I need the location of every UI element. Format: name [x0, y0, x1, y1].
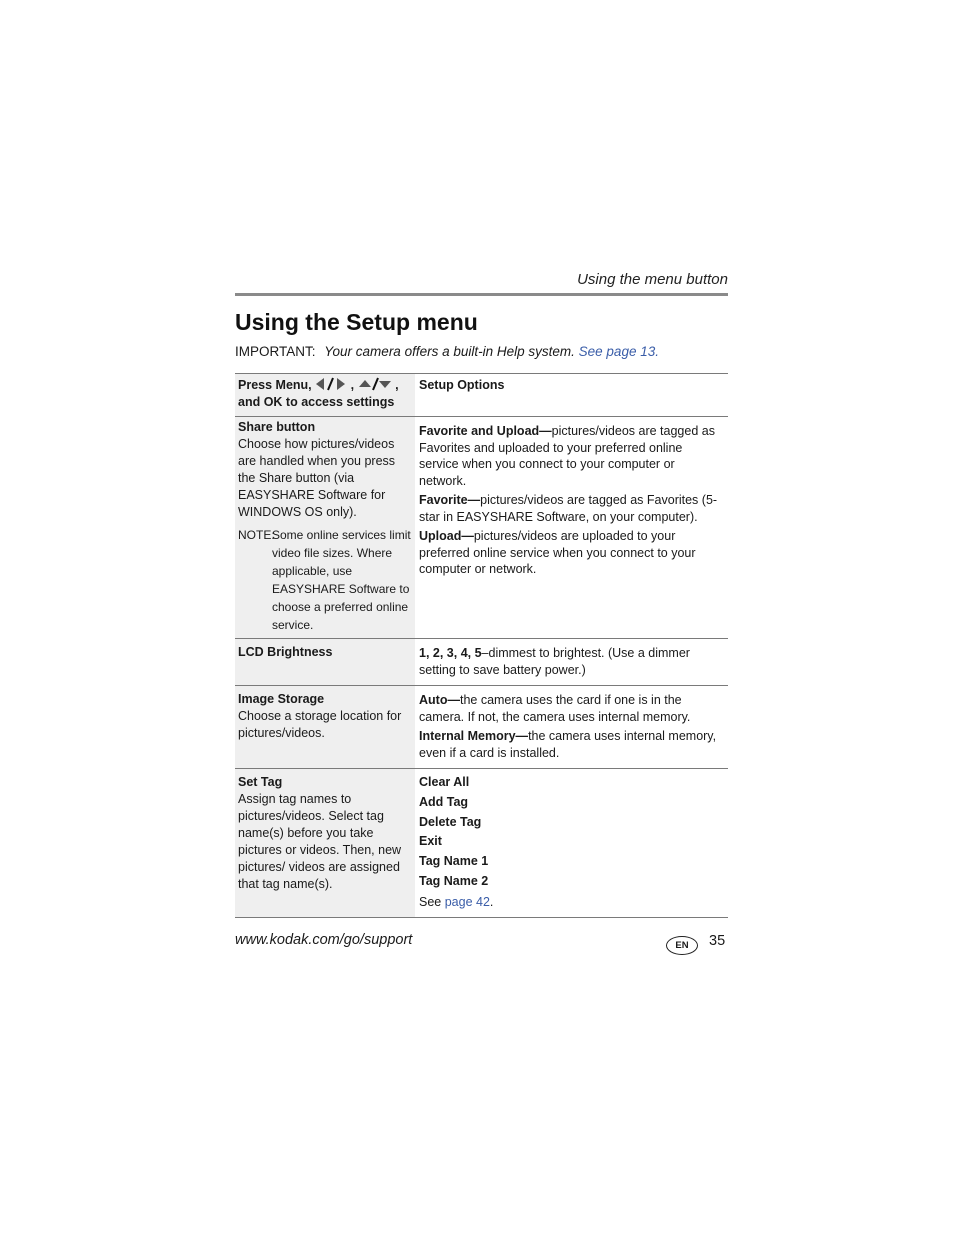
up-down-arrows-icon [358, 378, 395, 392]
settag-desc: Assign tag names to pictures/videos. Select tag name(s) before you take pictures or videos. Then, new pictures/ videos are assigned that tag name(s). [238, 792, 402, 891]
tag-clear-all: Clear All [419, 775, 470, 789]
lcd-title: LCD Brightness [238, 645, 333, 659]
help-page-link[interactable]: See page 13. [578, 344, 659, 359]
table-header-row [235, 373, 728, 416]
header-press-menu: Press Menu, [238, 378, 312, 392]
share-cell [235, 417, 416, 638]
note-text: Some online services limit video file sizes. Where applicable, use EASYSHARE Software to choose a preferred online service. [272, 528, 411, 632]
tag-exit: Exit [419, 834, 442, 849]
storage-desc: Choose a storage location for pictures/videos. [238, 709, 402, 740]
option-favorite: Favorite—pictures/videos are tagged as Favorites (5-star in EASYSHARE Software, on your computer). [419, 493, 718, 524]
option-internal-memory: Internal Memory—the camera uses internal memory, even if a card is installed. [419, 729, 717, 760]
left-right-arrows-icon [315, 378, 350, 392]
storage-options [416, 686, 728, 768]
important-text: Your camera offers a built-in Help system. [324, 344, 575, 359]
tag-delete-tag: Delete Tag [419, 814, 482, 829]
storage-title: Image Storage [238, 692, 325, 706]
option-auto: Auto—the camera uses the card if one is in the camera. If not, the camera uses internal memory. [419, 693, 691, 724]
table-header-col2: Setup Options [416, 374, 728, 416]
table-row-share [235, 416, 728, 638]
lcd-cell [235, 639, 416, 685]
important-label: IMPORTANT: [235, 344, 316, 359]
language-badge: EN [666, 936, 698, 955]
option-favorite-upload: Favorite and Upload—pictures/videos are tagged as Favorites and uploaded to your preferred online service when you connect to your computer or network. [419, 424, 715, 488]
settag-title: Set Tag [238, 775, 283, 789]
lcd-options [416, 639, 728, 685]
footer-url: www.kodak.com/go/support [235, 932, 413, 948]
page-title: Using the Setup menu [235, 309, 478, 335]
note-label: NOTE: [238, 528, 275, 542]
running-head: Using the menu button [577, 271, 728, 288]
tag-add-tag: Add Tag [419, 794, 469, 809]
tag-name-2: Tag Name 2 [419, 873, 489, 888]
option-upload: Upload—pictures/videos are uploaded to your preferred online service when you connect to your computer or network. [419, 529, 696, 576]
tag-name-1: Tag Name 1 [419, 854, 489, 869]
table-row-settag [235, 768, 728, 918]
table-row-lcd [235, 638, 728, 685]
page-42-link[interactable]: page 42 [444, 894, 490, 909]
share-title: Share button [238, 420, 316, 434]
storage-cell [235, 686, 416, 768]
settag-cell [235, 769, 416, 917]
settag-options [416, 769, 728, 917]
table-row-storage [235, 685, 728, 768]
share-options [416, 417, 728, 638]
page-number: 35 [709, 933, 726, 949]
header-rule [235, 293, 728, 296]
table-header-col1: Press Menu, , , and OK to access settings [235, 374, 416, 416]
important-note [235, 344, 659, 359]
share-note [238, 526, 412, 634]
share-desc: Choose how pictures/videos are handled when you press the Share button (via EASYSHARE Software for WINDOWS OS only). [238, 437, 396, 519]
lcd-values: 1, 2, 3, 4, 5–dimmest to brightest. (Use a dimmer setting to save battery power.) [419, 646, 690, 677]
settag-see-page: See page 42. [419, 894, 494, 909]
header-access-settings: and OK to access settings [238, 395, 395, 409]
setup-table [235, 373, 728, 918]
